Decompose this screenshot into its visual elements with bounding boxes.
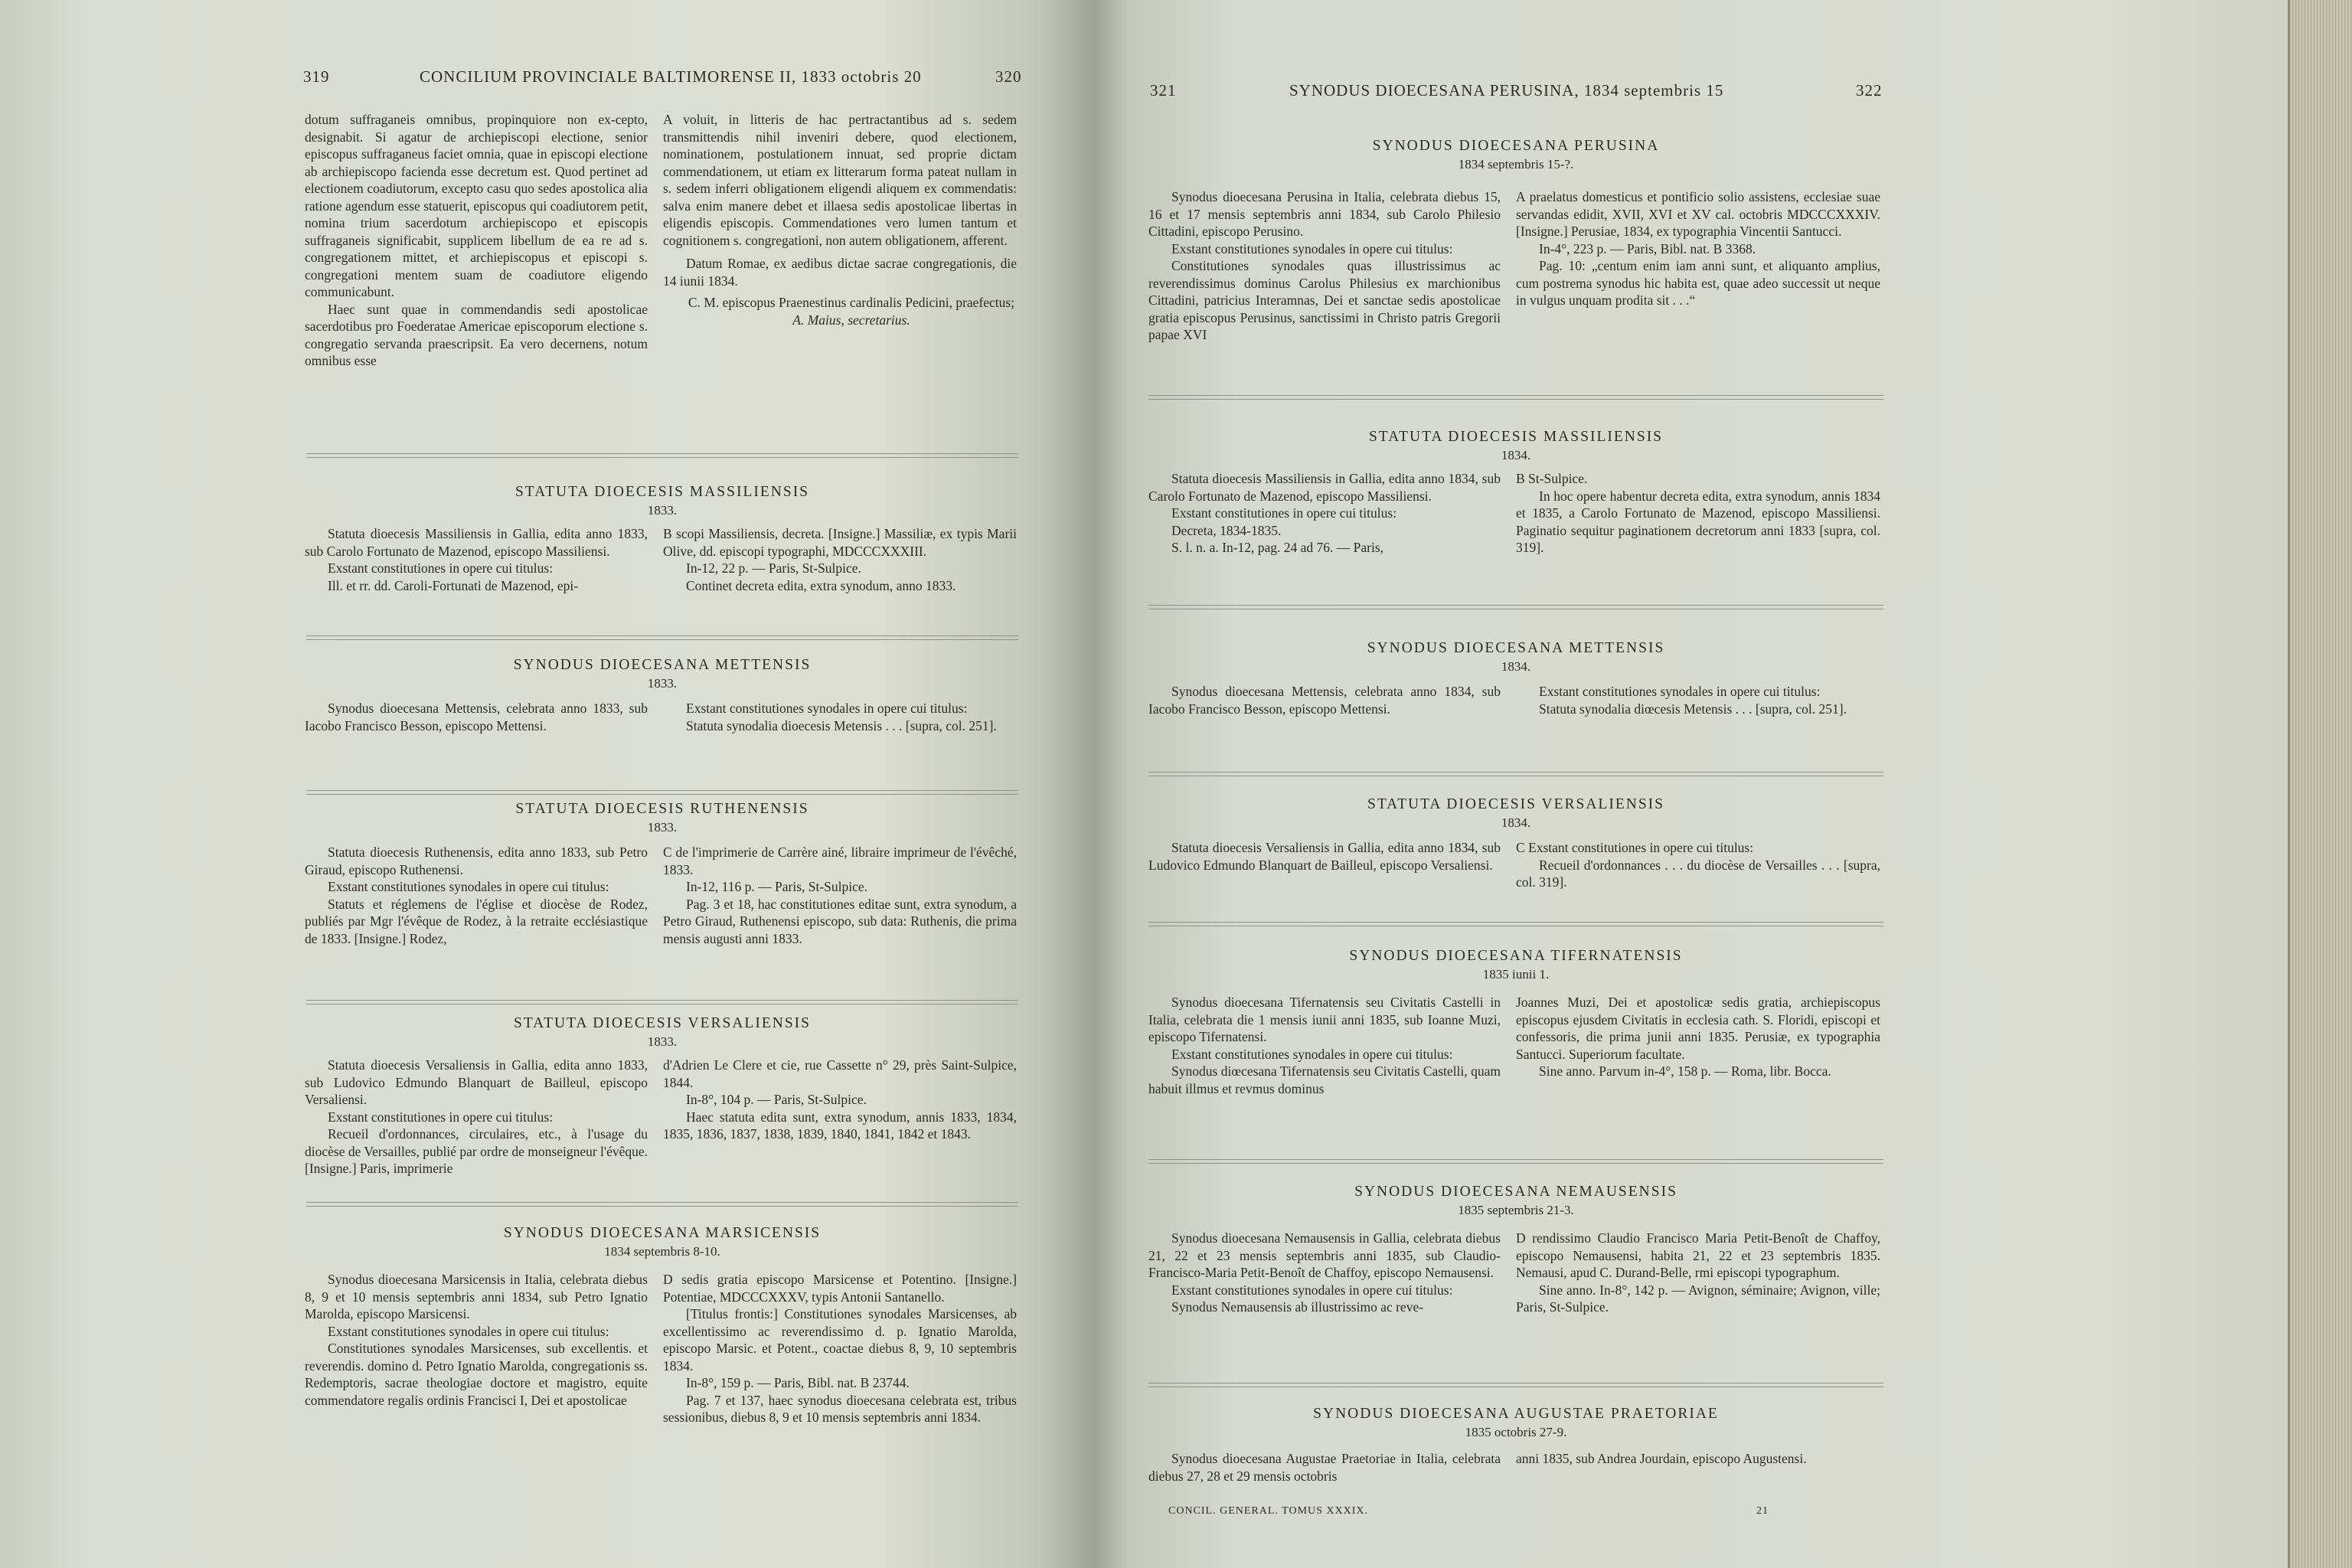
paragraph: Synodus Nemausensis ab illustrissimo ac reve- <box>1171 1299 1424 1315</box>
section-title: SYNODUS DIOECESANA AUGUSTAE PRAETORIAE <box>1313 1406 1719 1422</box>
section-divider <box>306 453 1018 458</box>
paragraph: Statuta synodalia diœcesis Metensis . . . [supra, col. 251]. <box>1539 701 1847 717</box>
section-title: SYNODUS DIOECESANA PERUSINA <box>1372 138 1660 154</box>
section-heading <box>1148 138 1883 172</box>
left-header-title: CONCILIUM PROVINCIALE BALTIMORENSE II, 1833 octobris 20 <box>420 67 922 86</box>
section-col-right <box>663 1271 1017 1426</box>
section-title: SYNODUS DIOECESANA TIFERNATENSIS <box>1349 948 1683 964</box>
section-col-left <box>305 844 648 947</box>
section-col-right <box>663 525 1017 594</box>
footer-number: 21 <box>1756 1505 1769 1517</box>
section-heading <box>306 1225 1018 1259</box>
right-col-number-a: 321 <box>1150 81 1177 100</box>
paragraph: Pag. 7 et 137, haec synodus dioecesana celebrata est, tribus sessionibus, diebus 8, 9 et 10 mensis septembris anni 1834. <box>663 1392 1017 1425</box>
section-col-left <box>305 1057 648 1178</box>
section-col-right <box>1516 188 1880 309</box>
section-date: 1834. <box>1501 448 1531 462</box>
section-title: STATUTA DIOECESIS RUTHENENSIS <box>515 801 809 817</box>
section-col-right <box>1516 470 1880 557</box>
paragraph: In-8°, 159 p. — Paris, Bibl. nat. B 23744. <box>686 1375 910 1390</box>
section-heading <box>306 1015 1018 1050</box>
paragraph: Recueil d'ordonnances, circulaires, etc., à l'usage du diocèse de Versailles, publié par ordre de monseigneur l'évêque. [Insigne.] Paris, imprimerie <box>305 1126 648 1176</box>
section-col-left <box>1148 1450 1501 1485</box>
section-heading <box>1148 429 1883 463</box>
paragraph: A voluit, in litteris de hac pertractantibus ad s. sedem transmittendis nihil inveniri debere, quod electionem, nominationem, postulationem innuat, sed proprie dictam commendationem, ut etiam ex litterarum forma pateat nullam in s. sedem inferri obligationem eligendi aliquem ex commendatis: salva enim manere debet et illaesa sedis apostolicae libertas in eligendis episcopis. Commendationes vero lumen tantum et cognitionem s. congregationi, non autem obligationem, afferent. <box>663 112 1017 248</box>
section-date: 1833. <box>647 503 678 518</box>
section-date: 1833. <box>647 820 678 835</box>
section-divider <box>1148 1383 1883 1387</box>
section-date: 1833. <box>647 676 678 691</box>
signatory-secretary: A. Maius, secretarius. <box>792 312 910 328</box>
paragraph: A praelatus domesticus et pontificio solio assistens, ecclesiae suae servandas edidit, XVII, XVI et XV cal. octobris MDCCCXXXIV. [Insigne.] Perusiae, 1834, ex typographia Vincentii Santucci. <box>1516 189 1880 239</box>
section-col-right <box>1516 1230 1880 1316</box>
paragraph: Exstant constitutiones synodales in opere cui titulus: <box>1171 240 1453 256</box>
left-col-number-a: 319 <box>303 67 330 86</box>
paragraph: Synodus dioecesana Tifernatensis seu Civitatis Castelli in Italia, celebrata die 1 mensis iunii anni 1835, sub Ioanne Muzi, episcopo Tifernatensi. <box>1148 995 1501 1044</box>
section-heading <box>1148 1406 1883 1440</box>
paragraph: In-8°, 104 p. — Paris, St-Sulpice. <box>686 1092 867 1107</box>
section-heading <box>1148 948 1883 982</box>
paragraph: Ill. et rr. dd. Caroli-Fortunati de Mazenod, epi- <box>328 577 579 593</box>
section-date: 1835 septembris 21-3. <box>1458 1203 1574 1217</box>
paragraph: Exstant constitutiones in opere cui titulus: <box>328 560 554 576</box>
section-heading <box>1148 796 1883 831</box>
paragraph: Statuta dioecesis Massiliensis in Gallia, edita anno 1834, sub Carolo Fortunato de Mazenod, episcopo Massiliensi. <box>1148 471 1501 504</box>
paragraph: Pag. 3 et 18, hac constitutiones editae sunt, extra synodum, a Petro Giraud, Ruthenensi episcopo, sub data: Ruthenis, die prima mensis augusti anni 1833. <box>663 896 1017 946</box>
paragraph: In-12, 116 p. — Paris, St-Sulpice. <box>686 879 868 894</box>
paragraph: Pag. 10: „centum enim iam anni sunt, et aliquanto amplius, cum postrema synodus hic habita est, quae adeo successit ut neque in vulgus unquam prodita sit . . .“ <box>1516 258 1880 308</box>
section-date: 1834. <box>1501 659 1531 674</box>
section-divider <box>1148 1159 1883 1164</box>
paragraph: Datum Romae, ex aedibus dictae sacrae congregationis, die 14 iunii 1834. <box>663 256 1017 289</box>
section-col-left <box>1148 994 1501 1097</box>
paragraph: Statuta dioecesis Massiliensis in Gallia, edita anno 1833, sub Carolo Fortunato de Mazenod, episcopo Massiliensi. <box>305 526 648 559</box>
section-title: STATUTA DIOECESIS VERSALIENSIS <box>1367 796 1665 812</box>
section-divider <box>306 635 1018 640</box>
paragraph: Recueil d'ordonnances . . . du diocèse de Versailles . . . [supra, col. 319]. <box>1516 857 1880 890</box>
paragraph: C de l'imprimerie de Carrère ainé, libraire imprimeur de l'évêché, 1833. <box>663 844 1017 877</box>
paragraph: Exstant constitutiones in opere cui titulus: <box>328 1109 554 1125</box>
paragraph: Statuta dioecesis Versaliensis in Gallia, edita anno 1833, sub Ludovico Edmundo Blanquart de Bailleul, episcopo Versaliensi. <box>305 1057 648 1107</box>
section-divider <box>306 790 1018 795</box>
section-col-right <box>663 700 1017 734</box>
section-divider <box>306 1000 1018 1004</box>
paragraph: In hoc opere habentur decreta edita, extra synodum, annis 1834 et 1835, a Carolo Fortunato de Mazenod, episcopo Massiliensi. Paginatio sequitur paginationem decretorum anni 1833 [supra, col. 319]. <box>1516 488 1880 555</box>
paragraph: D rendissimo Claudio Francisco Maria Petit-Benoît de Chaffoy, episcopo Nemausensi, habita 21, 22 et 23 septembris 1835. Nemausi, apud C. Durand-Belle, rmi episcopi typographum. <box>1516 1230 1880 1280</box>
right-page <box>1093 0 2288 1568</box>
paragraph: Sine anno. Parvum in-4°, 158 p. — Roma, libr. Bocca. <box>1539 1063 1831 1079</box>
paragraph: B St-Sulpice. <box>1516 471 1588 486</box>
paragraph: In-12, 22 p. — Paris, St-Sulpice. <box>686 560 861 576</box>
paragraph: anni 1835, sub Andrea Jourdain, episcopo Augustensi. <box>1516 1451 1807 1466</box>
section-date: 1834 septembris 8-10. <box>604 1244 720 1259</box>
section-col-right <box>1516 1450 1880 1468</box>
paragraph: d'Adrien Le Clere et cie, rue Cassette n° 29, près Saint-Sulpice, 1844. <box>663 1057 1017 1090</box>
section-col-left <box>305 525 648 594</box>
section-divider <box>306 1202 1018 1207</box>
paragraph: Statuts et réglemens de l'église et diocèse de Rodez, publiés par Mgr l'évêque de Rodez, à la retraite ecclésiastique de 1833. [Insigne.] Rodez, <box>305 896 648 946</box>
left-intro-col-b <box>663 111 1017 328</box>
paragraph: Synodus dioecesana Mettensis, celebrata anno 1834, sub Iacobo Francisco Besson, episcopo Mettensi. <box>1148 684 1501 717</box>
paragraph: Synodus dioecesana Augustae Praetoriae in Italia, celebrata diebus 27, 28 et 29 mensis octobris <box>1148 1451 1501 1484</box>
paragraph: Continet decreta edita, extra synodum, anno 1833. <box>686 577 956 593</box>
paragraph: Statuta dioecesis Ruthenensis, edita anno 1833, sub Petro Giraud, episcopo Ruthenensi. <box>305 844 648 877</box>
section-title: SYNODUS DIOECESANA NEMAUSENSIS <box>1354 1184 1677 1200</box>
footer-signature: CONCIL. GENERAL. TOMUS XXXIX. <box>1168 1505 1369 1517</box>
section-col-right <box>1516 839 1880 891</box>
section-col-left <box>1148 188 1501 344</box>
left-intro-col-a <box>305 111 648 370</box>
section-col-left <box>305 1271 648 1409</box>
paragraph: B scopi Massiliensis, decreta. [Insigne.] Massiliæ, ex typis Marii Olive, dd. episcopi typographi, MDCCCXXXIII. <box>663 526 1017 559</box>
paragraph: Statuta dioecesis Versaliensis in Gallia, edita anno 1834, sub Ludovico Edmundo Blanquart de Bailleul, episcopo Versaliensi. <box>1148 840 1501 873</box>
section-divider <box>1148 395 1883 400</box>
section-col-left <box>305 700 648 734</box>
section-heading <box>306 657 1018 691</box>
paragraph: Exstant constitutiones in opere cui titulus: <box>1171 505 1397 521</box>
section-date: 1834 septembris 15-?. <box>1458 157 1574 172</box>
paragraph: Constitutiones synodales quas illustrissimus ac reverendissimus dominus Carolus Philesius ex marchionibus Cittadini, patricius Interamnas, Dei et sanctae sedis apostolicae gratia episcopus Perusinus, sanctissimi in Christo patris Gregorii papae XVI <box>1148 258 1501 342</box>
section-heading <box>1148 1184 1883 1218</box>
paragraph: Synodus dioecesana Marsicensis in Italia, celebrata diebus 8, 9 et 10 mensis septembris anni 1834, sub Petro Ignatio Marolda, episcopo Marsicensi. <box>305 1272 648 1321</box>
paragraph: S. l. n. a. In-12, pag. 24 ad 76. — Paris, <box>1171 540 1384 555</box>
section-date: 1835 iunii 1. <box>1482 967 1550 982</box>
paragraph: Constitutiones synodales Marsicenses, sub excellentis. et reverendis. domino d. Petro Ignatio Marolda, congregationis ss. Redemptoris, sacrae theologiae doctore et magistro, equite commendatore regalis ordinis Francisci I, Dei et apostolicae <box>305 1341 648 1408</box>
left-col-number-b: 320 <box>995 67 1022 86</box>
section-date: 1833. <box>647 1034 678 1049</box>
section-divider <box>1148 922 1883 926</box>
paragraph: Haec statuta edita sunt, extra synodum, annis 1833, 1834, 1835, 1836, 1837, 1838, 1839, 1840, 1841, 1842 et 1843. <box>663 1109 1017 1142</box>
paragraph: Synodus diœcesana Tifernatensis seu Civitatis Castelli, quam habuit illmus et revmus dominus <box>1148 1063 1501 1096</box>
section-col-right <box>663 844 1017 947</box>
section-title: SYNODUS DIOECESANA METTENSIS <box>513 657 812 673</box>
paragraph: C Exstant constitutiones in opere cui titulus: <box>1516 840 1754 855</box>
section-col-left <box>1148 1230 1501 1316</box>
paragraph: Statuta synodalia dioecesis Metensis . . . [supra, col. 251]. <box>686 717 997 733</box>
paragraph: Sine anno. In-8°, 142 p. — Avignon, séminaire; Avignon, ville; Paris, St-Sulpice. <box>1516 1282 1880 1315</box>
section-divider <box>1148 772 1883 776</box>
paragraph: Joannes Muzi, Dei et apostolicæ sedis gratia, archiepiscopus episcopus ejusdem Civitatis in ecclesia cath. S. Floridi, episcopi et confessoris, die prima junii anni 1835. Perusiæ, ex typographia Santucci. Superiorum facultate. <box>1516 995 1880 1062</box>
section-col-right <box>663 1057 1017 1143</box>
section-title: STATUTA DIOECESIS VERSALIENSIS <box>513 1015 812 1031</box>
section-title: STATUTA DIOECESIS MASSILIENSIS <box>514 484 810 500</box>
section-col-right <box>1516 683 1880 717</box>
section-date: 1834. <box>1501 815 1531 830</box>
paragraph: Exstant constitutiones synodales in opere cui titulus: <box>328 1323 609 1339</box>
section-col-right <box>1516 994 1880 1080</box>
paragraph: Exstant constitutiones synodales in opere cui titulus: <box>1171 1282 1453 1298</box>
right-col-number-b: 322 <box>1856 81 1883 100</box>
paragraph: [Titulus frontis:] Constitutiones synodales Marsicenses, ab excellentissimo ac reverendissimo d. p. Ignatio Marolda, episcopo Marsic. et Potent., coactae diebus 8, 9, 10 septembris 1834. <box>663 1306 1017 1374</box>
section-heading <box>1148 640 1883 675</box>
paragraph: Synodus dioecesana Mettensis, celebrata anno 1833, sub Iacobo Francisco Besson, episcopo Mettensi. <box>305 701 648 733</box>
paragraph: dotum suffraganeis omnibus, propinquiore non ex-cepto, designabit. Si agatur de archiepiscopi electione, senior episcopus suffraganeus faciet omnia, quae in episcopi electione ab archiepiscopo facienda esse decretum est. Quod pertinet ad electionem coadiutorum, excepto casu quo sedes apostolica alia ratione agendum esse statuerit, episcopus qui coadiutorem petit, nomina trium sacerdotum archiepiscopo et episcopis suffraganeis significabit, supplicem libellum de ea re ad s. congregationem mittet, et archiepiscopus et episcopi s. congregationi mentem suam de coadiutore eligendo communicabunt. <box>305 112 648 299</box>
paragraph: Exstant constitutiones synodales in opere cui titulus: <box>1539 684 1821 699</box>
right-header-title: SYNODUS DIOECESANA PERUSINA, 1834 septembris 15 <box>1289 81 1724 100</box>
paragraph: Haec sunt quae in commendandis sedi apostolicae sacerdotibus pro Foederatae Americae episcoporum electione s. congregatio servanda praescripsit. Ea vero decernens, notum omnibus esse <box>305 301 648 368</box>
section-divider <box>1148 605 1883 609</box>
paragraph: Exstant constitutiones synodales in opere cui titulus: <box>1171 1046 1453 1062</box>
section-title: STATUTA DIOECESIS MASSILIENSIS <box>1368 429 1664 445</box>
page-edges <box>2288 0 2352 1568</box>
paragraph: Exstant constitutiones synodales in opere cui titulus: <box>686 701 968 716</box>
paragraph: Synodus dioecesana Perusina in Italia, celebrata diebus 15, 16 et 17 mensis septembris anni 1834, sub Carolo Philesio Cittadini, episcopo Perusino. <box>1148 189 1501 239</box>
section-col-left <box>1148 470 1501 557</box>
paragraph: In-4°, 223 p. — Paris, Bibl. nat. B 3368. <box>1539 240 1756 256</box>
paragraph: Exstant constitutiones synodales in opere cui titulus: <box>328 879 609 894</box>
paragraph: D sedis gratia episcopo Marsicense et Potentino. [Insigne.] Potentiae, MDCCCXXXV, typis Antonii Santanello. <box>663 1272 1017 1305</box>
section-col-left <box>1148 683 1501 717</box>
paragraph: Decreta, 1834-1835. <box>1171 522 1282 538</box>
section-title: SYNODUS DIOECESANA METTENSIS <box>1367 640 1665 656</box>
section-date: 1835 octobris 27-9. <box>1465 1425 1567 1439</box>
section-heading <box>306 484 1018 518</box>
section-col-left <box>1148 839 1501 874</box>
signatory-cardinal: C. M. episcopus Praenestinus cardinalis Pedicini, praefectus; <box>688 295 1015 310</box>
section-title: SYNODUS DIOECESANA MARSICENSIS <box>503 1225 822 1241</box>
section-heading <box>306 801 1018 835</box>
paragraph: Synodus dioecesana Nemausensis in Gallia, celebrata diebus 21, 22 et 23 mensis septembris anni 1835, sub Claudio-Francisco-Maria Petit-Benoît de Chaffoy, episcopo Nemausensi. <box>1148 1230 1501 1280</box>
left-page <box>0 0 1093 1568</box>
